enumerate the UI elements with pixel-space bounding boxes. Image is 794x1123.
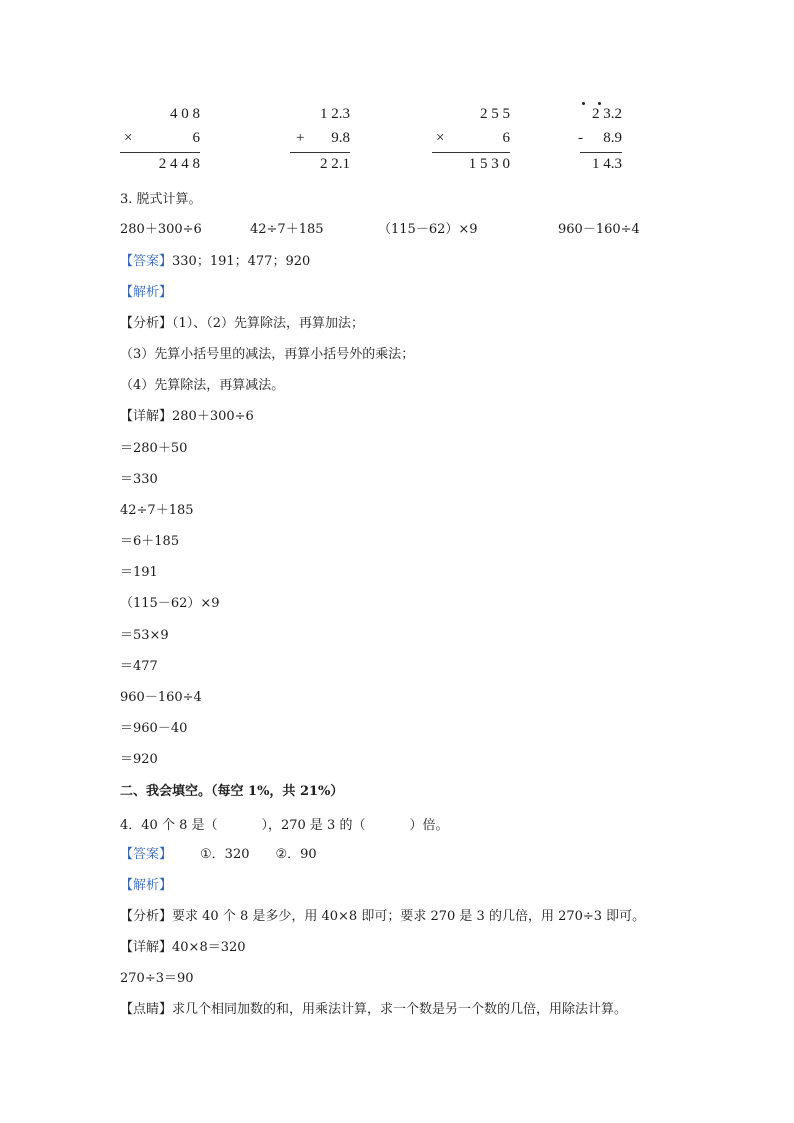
expr-4: 960－160÷4: [558, 222, 640, 237]
detail-line-1: [120, 405, 254, 424]
calc-rule: [290, 152, 350, 153]
step-line: ＝960－40: [120, 721, 188, 736]
calc-result: 1 4.3: [592, 156, 622, 172]
calc-row-operand: 6: [192, 130, 200, 146]
vertical-calc-2: [290, 106, 350, 176]
calc-operator: -: [578, 130, 583, 146]
section-2-title: 二、我会填空。（每空 1%，共 21%）: [120, 784, 344, 799]
analysis-tag: 【解析】: [120, 285, 173, 300]
q4-text-b: ），270 是 3 的（: [261, 818, 366, 833]
step-text: 280＋300÷6: [172, 409, 254, 424]
step-line: ＝53×9: [120, 628, 169, 643]
step-line: ＝6＋185: [120, 534, 180, 549]
question-4: [120, 814, 448, 833]
step-text: 40×8＝320: [172, 940, 246, 955]
fenxi-tag: 【分析】: [120, 316, 173, 331]
xiangjie-tag: 【详解】: [120, 409, 173, 424]
analysis-line-2: （3）先算小括号里的减法，再算小括号外的乘法；: [120, 347, 415, 362]
calc-operator: +: [296, 130, 305, 146]
calc-operator: ×: [124, 130, 133, 146]
q4-answer-line: [120, 843, 317, 862]
q4-step-2: 270÷3＝90: [120, 971, 194, 986]
step-line: ＝477: [120, 659, 158, 674]
expr-3: （115－62）×9: [378, 222, 478, 237]
answer-tag: 【答案】: [120, 254, 173, 269]
q4-comment-line: [120, 998, 627, 1017]
answer-line: [120, 250, 310, 269]
borrow-dot: [598, 102, 601, 105]
q4-analysis-line: [120, 905, 645, 924]
answer-tag: 【答案】: [120, 847, 173, 862]
calc-row-1: 2 3.2: [592, 106, 622, 122]
step-line: ＝920: [120, 752, 158, 767]
vertical-calc-1: [120, 106, 200, 176]
step-line: 42÷7＋185: [120, 503, 194, 518]
vertical-calc-3: [432, 106, 510, 176]
vertical-calc-4: [580, 106, 622, 176]
step-line: ＝191: [120, 565, 158, 580]
analysis-line-1: [120, 312, 364, 331]
calc-rule: [432, 152, 510, 153]
fenxi-tag: 【分析】: [120, 909, 173, 924]
answer-1: ①．320: [200, 847, 250, 862]
step-line: ＝280＋50: [120, 441, 188, 456]
calc-row-1: 2 5 5: [480, 106, 510, 122]
calc-result: 2 4 4 8: [158, 156, 200, 172]
calc-row-operand: 8.9: [603, 130, 622, 146]
calc-row-1: 4 0 8: [170, 106, 200, 122]
fenxi-text: （1）、（2）先算除法，再算加法；: [172, 316, 365, 331]
dianjing-text: 求几个相同加数的和，用乘法计算，求一个数是另一个数的几倍，用除法计算。: [172, 1002, 628, 1017]
calc-row-operand: 6: [502, 130, 510, 146]
analysis-line-3: （4）先算除法，再算减法。: [120, 378, 285, 393]
expr-1: 280＋300÷6: [120, 222, 202, 237]
expr-2: 42÷7＋185: [250, 222, 324, 237]
calc-rule: [120, 152, 200, 153]
calc-operator: ×: [436, 130, 445, 146]
q4-analysis-tag: 【解析】: [120, 878, 173, 893]
calc-result: 1 5 3 0: [468, 156, 510, 172]
step-line: ＝330: [120, 472, 158, 487]
q4-detail-line: [120, 936, 246, 955]
q4-text-c: ）倍。: [409, 818, 449, 833]
answer-2: ②．90: [275, 847, 317, 862]
question-3-title: 3. 脱式计算。: [120, 192, 202, 207]
calc-row-1: 1 2.3: [320, 106, 350, 122]
step-line: 960－160÷4: [120, 690, 202, 705]
borrow-dot: [582, 102, 585, 105]
q4-text-a: 4．40 个 8 是（: [120, 818, 218, 833]
calc-row-operand: 9.8: [331, 130, 350, 146]
answer-text: 330；191；477；920: [172, 254, 311, 269]
calc-result: 2 2.1: [320, 156, 350, 172]
dianjing-tag: 【点睛】: [120, 1002, 173, 1017]
calc-rule: [580, 152, 622, 153]
fenxi-text: 要求 40 个 8 是多少，用 40×8 即可；要求 270 是 3 的几倍，用 270÷3 即可。: [172, 909, 646, 924]
step-line: （115－62）×9: [120, 596, 220, 611]
xiangjie-tag: 【详解】: [120, 940, 173, 955]
